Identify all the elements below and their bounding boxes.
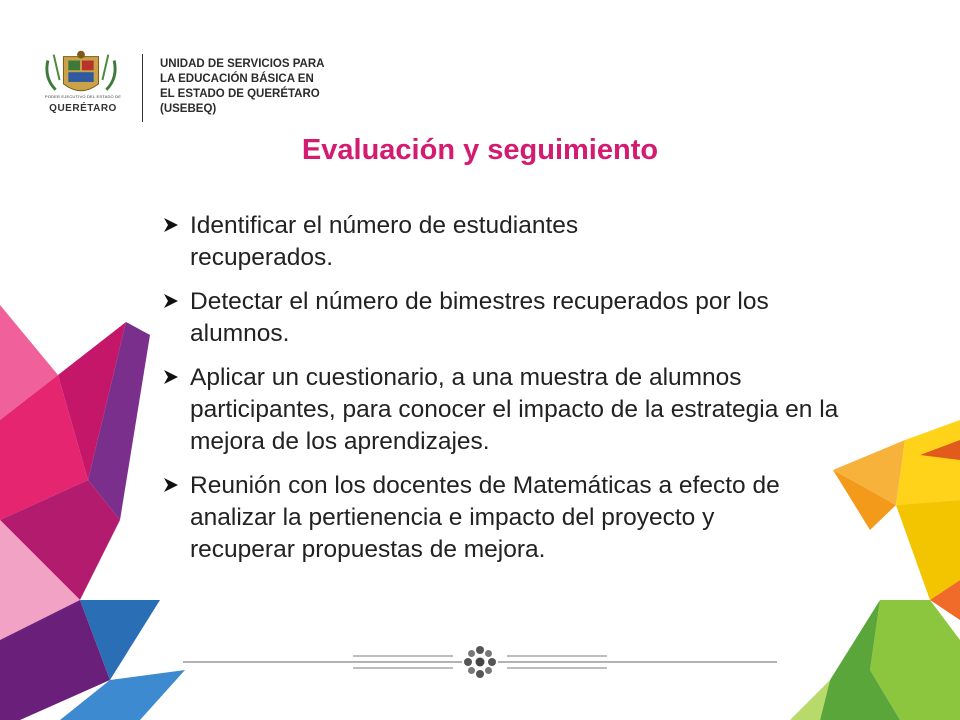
arrowhead-bullet-icon <box>162 368 180 386</box>
bullet-text: Detectar el número de bimestres recuperados por los alumnos. <box>190 288 769 347</box>
bullet-text: Reunión con los docentes de Matemáticas a efecto de analizar la pertienencia e impacto del proyecto y recuperar propuestas de mejora. <box>190 472 780 563</box>
bullet-item <box>162 286 842 350</box>
footer-ornament <box>183 640 777 684</box>
right-shape-yellow-2 <box>896 500 960 600</box>
org-line-3: EL ESTADO DE QUERÉTARO <box>160 88 320 100</box>
org-line-1: UNIDAD DE SERVICIOS PARA <box>160 58 325 70</box>
org-line-4: (USEBEQ) <box>160 103 217 115</box>
right-shape-yellow <box>896 420 960 505</box>
organization-name <box>160 57 360 117</box>
bullet-list <box>162 210 842 578</box>
state-power-label: PODER EJECUTIVO DEL ESTADO DE <box>44 94 122 99</box>
coat-of-arms-icon <box>42 50 120 110</box>
arrowhead-bullet-icon <box>162 476 180 494</box>
arrowhead-bullet-icon <box>162 216 180 234</box>
bullet-item <box>162 470 842 566</box>
logo-divider <box>142 54 143 122</box>
flower-ornament-icon <box>462 644 498 680</box>
bullet-text: Identificar el número de estudiantes recuperados. <box>190 212 579 271</box>
bullet-item <box>162 210 842 274</box>
org-line-2: LA EDUCACIÓN BÁSICA EN <box>160 73 314 85</box>
bullet-text: Aplicar un cuestionario, a una muestra de alumnos participantes, para conocer el impacto de la estrategia en la mejora de los aprendizajes. <box>190 364 839 455</box>
state-name-label: QUERÉTARO <box>49 103 117 114</box>
arrowhead-bullet-icon <box>162 292 180 310</box>
bullet-item <box>162 362 842 458</box>
slide-title: Evaluación y seguimiento <box>301 134 659 166</box>
header-logo <box>36 50 336 130</box>
